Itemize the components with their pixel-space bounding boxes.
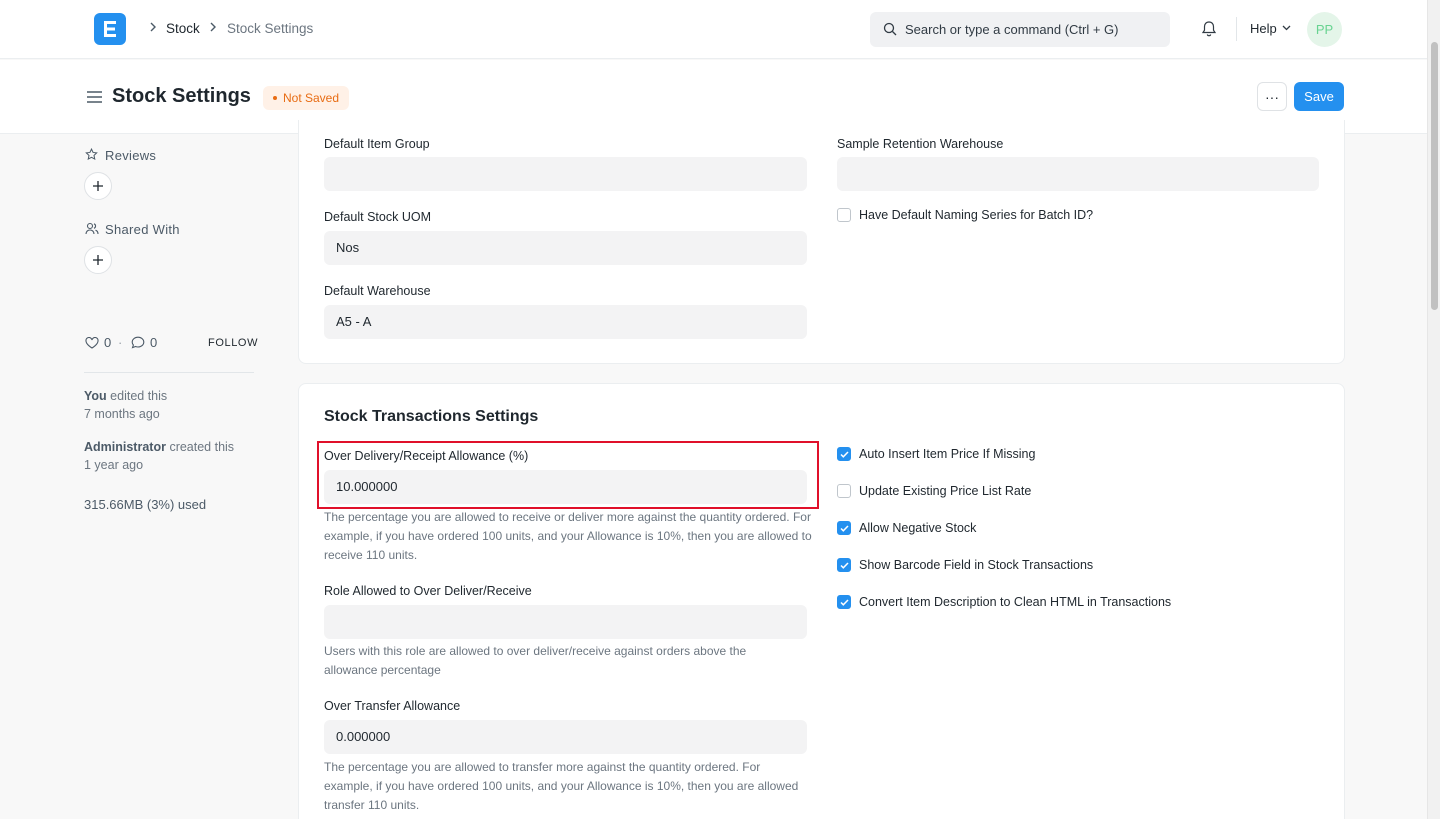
breadcrumb-stock[interactable]: Stock: [166, 21, 200, 36]
check-icon: [840, 525, 849, 532]
clean-html-checkbox[interactable]: [837, 595, 851, 609]
logo-icon: [102, 20, 118, 38]
reviews-label: Reviews: [105, 148, 157, 163]
default-item-group-input[interactable]: [324, 157, 807, 191]
chevron-right-icon: [149, 22, 157, 32]
over-transfer-allowance-description: The percentage you are allowed to transfer more against the quantity ordered. For example, if you have ordered 100 units, and your Allowance is 10%, then you are allowed transfer 110 units.: [324, 760, 799, 812]
role-allowed-label: Role Allowed to Over Deliver/Receive: [324, 584, 532, 598]
activity-action: edited this: [110, 389, 168, 403]
sidebar-divider: [84, 372, 254, 373]
add-review-button[interactable]: [84, 172, 112, 200]
add-share-button[interactable]: [84, 246, 112, 274]
default-naming-series-label: Have Default Naming Series for Batch ID?: [859, 208, 1094, 222]
update-price-list-label: Update Existing Price List Rate: [859, 484, 1032, 498]
auto-insert-price-checkbox-row[interactable]: [837, 447, 1035, 461]
default-warehouse-label: Default Warehouse: [324, 284, 431, 298]
counts-separator: ·: [118, 335, 123, 350]
check-icon: [840, 599, 849, 606]
sample-retention-warehouse-label: Sample Retention Warehouse: [837, 137, 1004, 151]
default-stock-uom-label: Default Stock UOM: [324, 210, 431, 224]
clean-html-checkbox-row[interactable]: [837, 595, 1171, 609]
star-icon: [85, 148, 98, 161]
activity-action: created this: [169, 440, 235, 454]
plus-icon: [93, 181, 103, 191]
over-delivery-allowance-description: The percentage you are allowed to receive or deliver more against the quantity ordered. For example, if you have ordered 100 units, and your Allowance is 10%, then you are allowed to receive 110 units.: [324, 510, 812, 562]
chevron-right-icon: [209, 22, 217, 32]
allow-negative-stock-checkbox-row[interactable]: [837, 521, 976, 535]
page-scrollbar[interactable]: [1427, 0, 1440, 819]
notification-bell-icon[interactable]: [1201, 20, 1217, 38]
activity-user[interactable]: You: [84, 389, 107, 403]
navbar-divider: [1236, 17, 1237, 41]
section-title: Stock Transactions Settings: [324, 408, 539, 425]
show-barcode-checkbox[interactable]: [837, 558, 851, 572]
search-icon: [883, 22, 897, 36]
update-price-list-checkbox-row[interactable]: [837, 484, 1031, 498]
sample-retention-warehouse-input[interactable]: [837, 157, 1319, 191]
over-transfer-allowance-label: Over Transfer Allowance: [324, 699, 461, 713]
navbar: [0, 0, 1427, 59]
activity-item: [84, 440, 234, 454]
check-icon: [840, 562, 849, 569]
default-item-group-label: Default Item Group: [324, 137, 430, 151]
page-title: Stock Settings: [112, 85, 251, 107]
save-button[interactable]: Save: [1294, 82, 1344, 111]
help-menu[interactable]: Help: [1250, 21, 1277, 36]
comments-count: 0: [150, 335, 158, 350]
role-allowed-description: Users with this role are allowed to over deliver/receive against orders above the allowance percentage: [324, 644, 747, 677]
chevron-down-icon[interactable]: [1282, 25, 1291, 31]
show-barcode-label: Show Barcode Field in Stock Transactions: [859, 558, 1094, 572]
status-badge: [263, 86, 349, 110]
status-badge-label: Not Saved: [283, 91, 340, 105]
storage-usage: 315.66MB (3%) used: [84, 497, 207, 512]
clean-html-label: Convert Item Description to Clean HTML in Transactions: [859, 595, 1172, 609]
plus-icon: [93, 255, 103, 265]
over-transfer-allowance-input[interactable]: 0.000000: [324, 720, 807, 754]
search-bar[interactable]: [870, 12, 1170, 47]
default-naming-series-checkbox-row[interactable]: [837, 208, 1093, 222]
default-warehouse-input[interactable]: A5 - A: [324, 305, 807, 339]
activity-time: 7 months ago: [84, 407, 160, 421]
show-barcode-checkbox-row[interactable]: [837, 558, 1093, 572]
activity-time: 1 year ago: [84, 458, 144, 472]
status-dot-icon: [273, 96, 277, 100]
comment-icon[interactable]: [131, 336, 145, 349]
user-avatar[interactable]: PP: [1307, 12, 1342, 47]
allow-negative-stock-checkbox[interactable]: [837, 521, 851, 535]
role-allowed-input[interactable]: [324, 605, 807, 639]
likes-count: 0: [104, 335, 112, 350]
highlight-box: [317, 441, 819, 509]
sidebar-toggle-icon[interactable]: [87, 91, 102, 103]
default-naming-series-checkbox[interactable]: [837, 208, 851, 222]
search-placeholder: Search or type a command (Ctrl + G): [905, 22, 1119, 37]
activity-item: [84, 389, 167, 403]
over-delivery-allowance-label: Over Delivery/Receipt Allowance (%): [324, 449, 529, 463]
allow-negative-stock-label: Allow Negative Stock: [859, 521, 977, 535]
shared-with-label: Shared With: [105, 222, 180, 237]
auto-insert-price-label: Auto Insert Item Price If Missing: [859, 447, 1036, 461]
default-stock-uom-input[interactable]: Nos: [324, 231, 807, 265]
users-icon: [85, 222, 99, 235]
heart-icon[interactable]: [85, 337, 99, 349]
breadcrumb-stock-settings[interactable]: Stock Settings: [227, 21, 314, 36]
over-delivery-allowance-input[interactable]: 10.000000: [324, 470, 807, 504]
more-actions-button[interactable]: ···: [1257, 82, 1287, 111]
check-icon: [840, 451, 849, 458]
follow-button[interactable]: FOLLOW: [208, 337, 259, 349]
scrollbar-thumb[interactable]: [1431, 42, 1438, 310]
app-logo[interactable]: [94, 13, 126, 45]
update-price-list-checkbox[interactable]: [837, 484, 851, 498]
activity-user[interactable]: Administrator: [84, 440, 166, 454]
auto-insert-price-checkbox[interactable]: [837, 447, 851, 461]
